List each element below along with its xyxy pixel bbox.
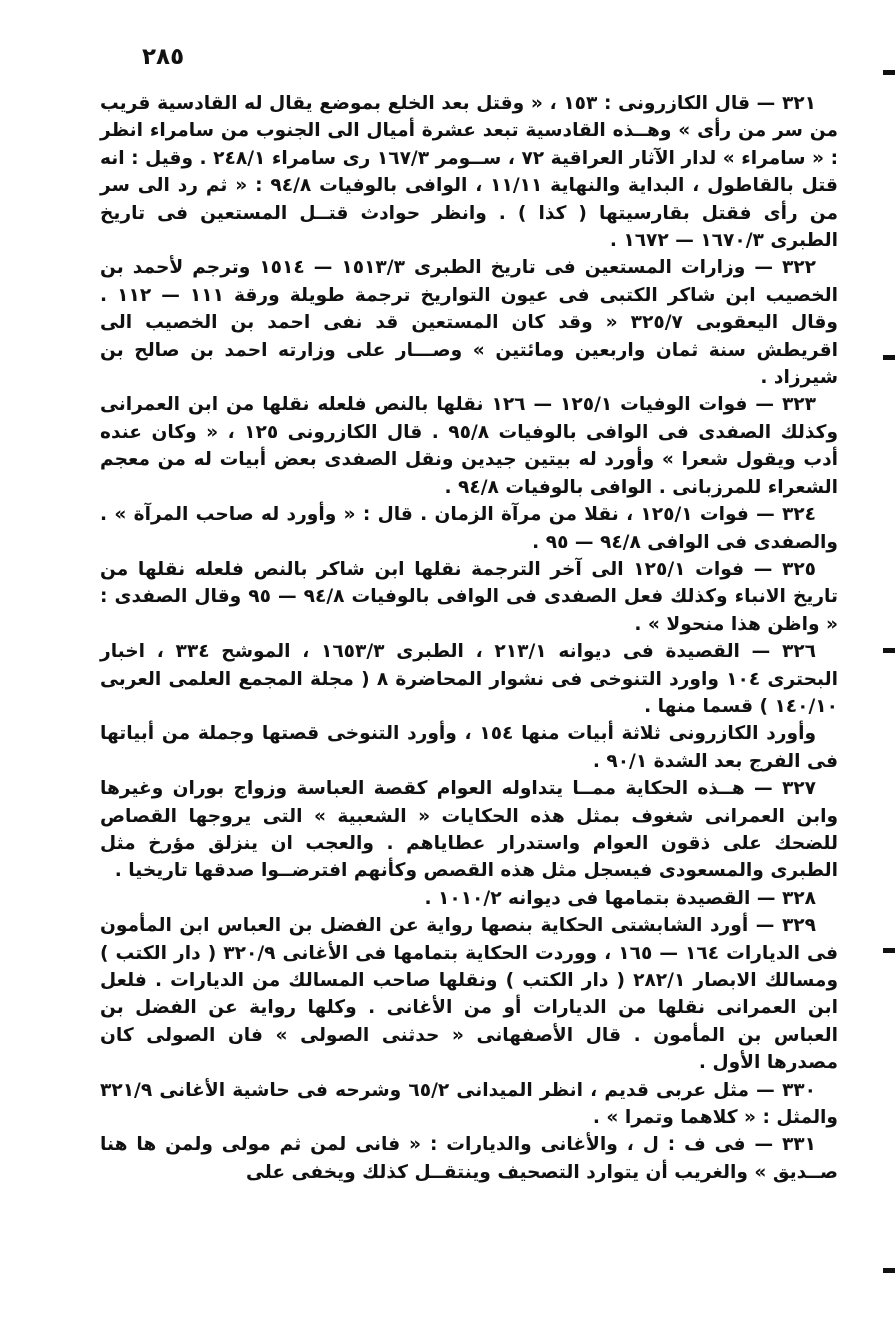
note-328: ٣٢٨ — القصيدة بتمامها فى ديوانه ١٠١٠/٢ . (424, 887, 816, 909)
note-325: ٣٢٥ — فوات ١٢٥/١ الى آخر الترجمة نقلها ابن شاكر بالنص فلعله نقلها من تاريخ الانباء وكذلك فعل الصفدى فى الوافى بالوفيات ٩٤/٨ — ٩٥ وقال الصفدى : « واظن هذا منحولا » . (100, 558, 838, 635)
note-327: ٣٢٧ — هــذه الحكاية ممــا يتداوله العوام كقصة العباسة وزواج بوران وغيرها وابن العمرانى شغوف بمثل هذه الحكايات « الشعبية » التى يروجها القصاص للضحك على ذقون العوام واستدرار عطاياهم . والعجب ان ينزلق مؤرخ مثل الطبرى والمسعودى فيسجل مثل هذه القصص وكأنهم افترضــوا صدقها تاريخيا . (100, 778, 838, 882)
note-326: ٣٢٦ — القصيدة فى ديوانه ٢١٣/١ ، الطبرى ١٦٥٣/٣ ، الموشح ٣٣٤ ، اخبار البحترى ١٠٤ واورد التنوخى فى نشوار المحاضرة ٨ ( مجلة المجمع العلمى العربى ١٤٠/١٠ ) قسما منها . (100, 641, 838, 717)
note-326-continued: وأورد الكازرونى ثلاثة أبيات منها ١٥٤ ، وأورد التنوخى قصتها وجملة من أبياتها فى الفرج بعد الشدة ٩٠/١ . (100, 723, 838, 772)
scan-edge-mark (883, 70, 895, 75)
note-323: ٣٢٣ — فوات الوفيات ١٢٥/١ — ١٢٦ نقلها بالنص فلعله نقلها من ابن العمرانى وكذلك الصفدى فى الوافى بالوفيات ٩٥/٨ . قال الكازرونى ١٢٥ ، « وكان عنده أدب ويقول شعرا » وأورد له بيتين جيدين ونقل الصفدى بعض أبيات له من معجم الشعراء للمرزبانى . الوافى بالوفيات ٩٤/٨ . (100, 394, 838, 498)
note-330: ٣٣٠ — مثل عربى قديم ، انظر الميدانى ٦٥/٢ وشرحه فى حاشية الأغانى ٣٢١/٩ والمثل : « كلاهما وتمرا » . (100, 1079, 838, 1129)
scan-edge-mark (883, 648, 895, 653)
note-322: ٣٢٢ — وزارات المستعين فى تاريخ الطبرى ١٥١٣/٣ — ١٥١٤ وترجم لأحمد بن الخصيب ابن شاكر الكتبى فى عيون التواريخ ترجمة طويلة ورقة ١١١ — ١١٢ . وقال اليعقوبى ٣٢٥/٧ « وقد كان المستعين قد نفى احمد بن الخصيب الى اقريطش سنة ثمان واربعين ومائتين » وصـــار على وزارته احمد بن صالح بن شيرزاد . (100, 257, 838, 389)
scan-edge-mark (883, 1268, 895, 1273)
scan-edge-mark (883, 948, 895, 953)
note-324: ٣٢٤ — فوات ١٢٥/١ ، نقلا من مرآة الزمان . قال : « وأورد له صاحب المرآة » . والصفدى فى الوافى ٩٤/٨ — ٩٥ . (100, 504, 838, 553)
note-329: ٣٢٩ — أورد الشابشتى الحكاية بنصها رواية عن الفضل بن العباس ابن المأمون فى الديارات ١٦٤ — ١٦٥ ، ووردت الحكاية بتمامها فى الأغانى ٣٢٠/٩ ( دار الكتب ) ومسالك الابصار ٢٨٢/١ ( دار الكتب ) ونقلها صاحب المسالك من الديارات . فلعل ابن العمرانى نقلها من الديارات أو من الأغانى . وكلها رواية عن الفضل بن العباس بن المأمون . قال الأصفهانى « حدثنى الصولى » فان الصولى كان مصدرها الأول . (100, 915, 839, 1074)
scan-edge-mark (883, 355, 895, 360)
page-number: ٢٨٥ (142, 44, 185, 70)
page-body (100, 90, 838, 1186)
note-331: ٣٣١ — فى ف : ل ، والأغانى والديارات : « فانى لمن ثم مولى ولمن ها هنا صــديق » والغريب أن يتوارد التصحيف وينتقــل كذلك ويخفى على (100, 1134, 838, 1183)
note-321: ٣٢١ — قال الكازرونى : ١٥٣ ، « وقتل بعد الخلع بموضع يقال له القادسية قريب من سر من رأى » وهــذه القادسية تبعد عشرة أميال الى الجنوب من سامراء انظر : « سامراء » لدار الآثار العراقية ٧٢ ، ســومر ١٦٧/٣ رى سامراء ٢٤٨/١ . وقيل : انه قتل بالقاطول ، البداية والنهاية ١١/١١ ، الوافى بالوفيات ٩٤/٨ : « ثم رد الى سر من رأى فقتل بقارسيتها ( كذا ) . وانظر حوادث قتــل المستعين فى تاريخ الطبرى ١٦٧٠/٣ — ١٦٧٢ . (100, 93, 839, 252)
